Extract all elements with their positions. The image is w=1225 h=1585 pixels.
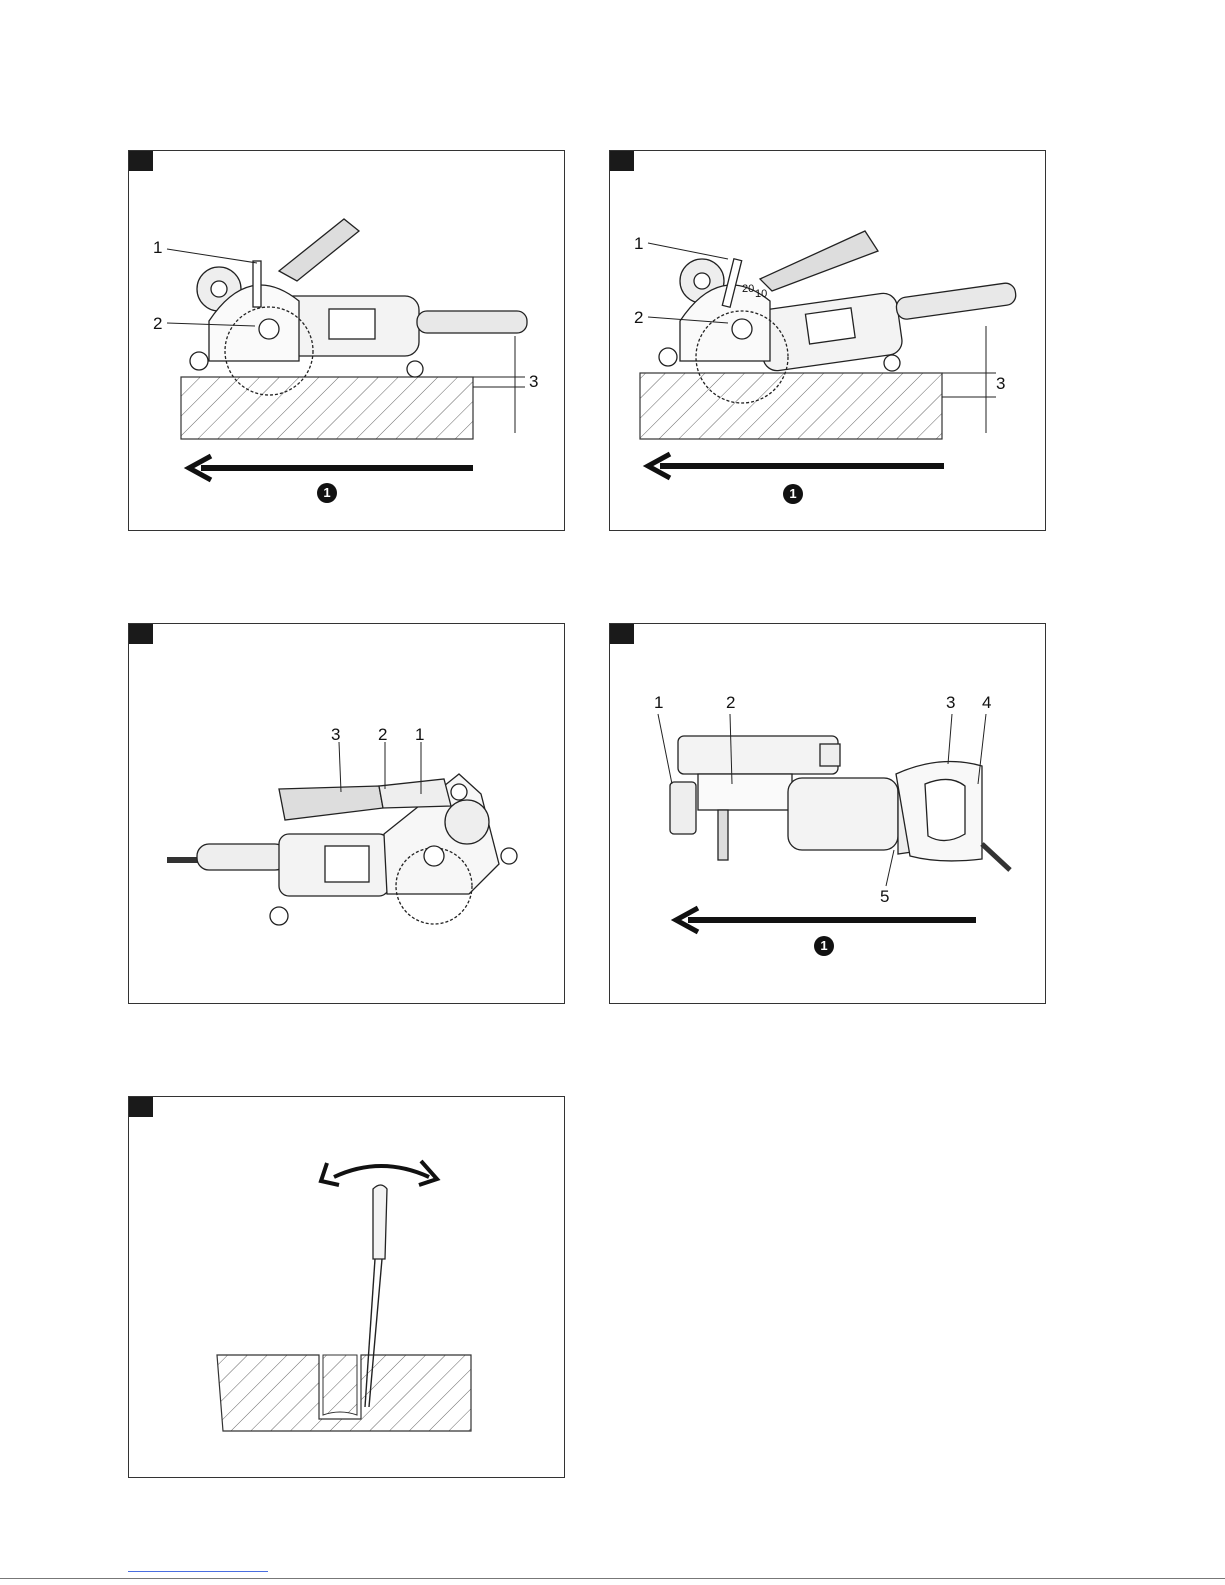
dust-hose [760, 231, 878, 291]
dust-hose [279, 786, 383, 820]
callout-5: 5 [880, 887, 890, 906]
figure-panel-2 [609, 150, 1046, 531]
callout-1: 1 [153, 238, 163, 257]
workpiece-block [181, 377, 473, 439]
figure-panel-4 [609, 623, 1046, 1004]
groove-chisel-breakout-illustration [129, 1097, 566, 1479]
callout-1: 1 [415, 725, 425, 744]
blade-guard [678, 736, 838, 774]
callout-3: 3 [996, 374, 1006, 393]
figure-panel-5 [128, 1096, 565, 1478]
callout-2: 2 [634, 308, 644, 327]
figure-panel-1 [128, 150, 565, 531]
callout-2: 2 [153, 314, 163, 333]
figure-panel-3 [128, 623, 565, 1004]
dust-hose [279, 219, 359, 281]
scale-mark-10: 10 [755, 288, 768, 300]
depth-lever [253, 261, 261, 307]
step-marker: 1 [783, 484, 803, 504]
callout-2: 2 [378, 725, 388, 744]
workpiece-block [640, 373, 942, 439]
wall-chaser-side-view-depth-illustration [129, 151, 566, 532]
motor-housing [788, 778, 898, 850]
scale-mark-20: 20 [742, 283, 755, 295]
guide-roller [670, 782, 696, 834]
wall-chaser-front-view-illustration [129, 624, 566, 1005]
swing-arrow [334, 1166, 429, 1177]
handle [895, 282, 1017, 320]
callout-1: 1 [654, 693, 664, 712]
callout-3: 3 [946, 693, 956, 712]
callout-3: 3 [529, 372, 539, 391]
callout-3: 3 [331, 725, 341, 744]
callout-1: 1 [634, 234, 644, 253]
step-marker: 1 [814, 936, 834, 956]
footer-link-underline [128, 1571, 268, 1572]
footer-rule [0, 1578, 1225, 1579]
callout-4: 4 [982, 693, 992, 712]
callout-2: 2 [726, 693, 736, 712]
groove-core [323, 1355, 357, 1415]
handle [417, 311, 527, 333]
step-marker: 1 [317, 483, 337, 503]
handle [197, 844, 287, 870]
wall-chaser-side-view-deeper-cut-illustration [610, 151, 1047, 532]
auxiliary-handle [718, 810, 728, 860]
chisel-tool [373, 1185, 387, 1259]
